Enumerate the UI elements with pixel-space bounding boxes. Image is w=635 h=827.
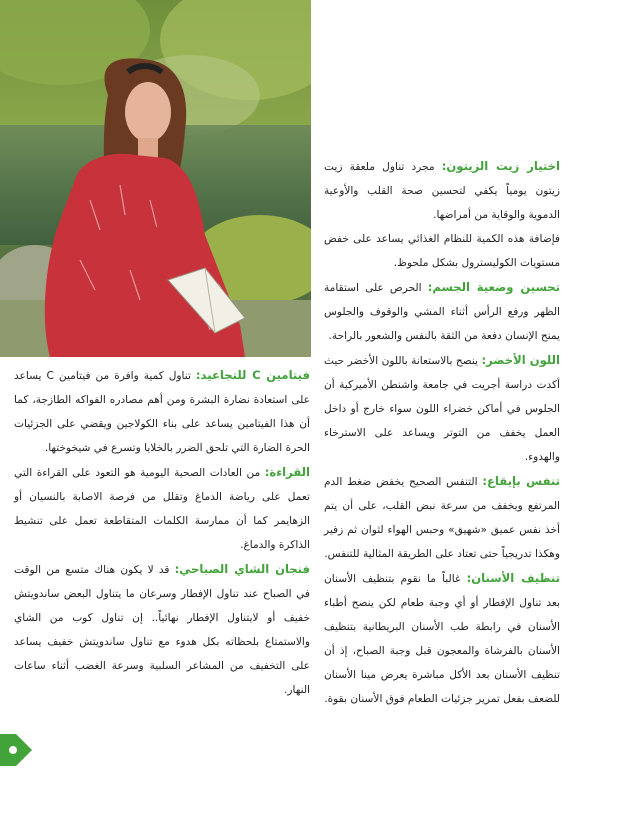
section-green-color xyxy=(324,348,560,469)
section-reading xyxy=(14,460,310,557)
section-heading: اللون الأخضر: xyxy=(481,353,560,367)
section-body: تناول كمية وافرة من فيتامين C يساعد على استعادة نضارة البشرة ومن أهم مصادره الفواكه الطازجة، كما أن هذا الفيتامين يساعد على بناء الكولاجين ويقضي على الجزئيات الحرة الضارة التي تلحق الضرر بالخلايا وتسرع في شيخوختها. xyxy=(14,370,310,454)
section-morning-tea xyxy=(14,557,310,702)
section-body: الحرص على استقامة الظهر ورفع الرأس أثناء المشي والوقوف والجلوس يمنح الإنسان دفعة من الثقة بالنفس والشعور بالراحة. xyxy=(324,282,560,342)
page-marker xyxy=(0,734,32,766)
section-body: قد لا يكون هناك متسع من الوقت في الصباح عند تناول الإفطار وسرعان ما يتناول البعض ساندويتش خفيف أو لايتناول الإفطار نهائياً.. إن تناول كوب من الشاي والاستمتاع بلحظاته بكل هدوء مع تناول ساندويتش خفيف يساعد على التخفيف من المشاعر السلبية وسرعة الغضب أثناء ساعات النهار. xyxy=(14,564,310,696)
section-heading: اختيار زيت الزيتون: xyxy=(441,159,561,173)
section-posture xyxy=(324,275,560,348)
section-heading: فنجان الشاي الصباحي: xyxy=(174,562,310,576)
section-body: غالباً ما نقوم بتنظيف الأسنان بعد تناول الإفطار أو أي وجبة طعام لكن ينصح أطباء الأسنان في رابطة طب الأسنان البريطانية بتنظيف الأسنان بالفرشاة والمعجون قبل وجبة الصباح، إذ أن تنظيف الأسنان بعد الأكل مباشرة يعرض مينا الأسنان للضعف بفعل تمرير جزئيات الطعام فوق الأسنان بقوة. xyxy=(324,573,560,705)
section-heading: فيتامين C للتجاعيد: xyxy=(195,368,310,382)
section-heading: تنفس بإيقاع: xyxy=(482,474,561,488)
section-olive-oil xyxy=(324,154,560,227)
woman-reading-photo xyxy=(0,0,311,357)
section-heading: القراءة: xyxy=(264,465,310,479)
section-heading: تحسين وضعية الجسم: xyxy=(427,280,560,294)
article-photo xyxy=(0,0,311,357)
section-vitamin-c xyxy=(14,363,310,460)
right-column xyxy=(324,154,560,711)
section-breathing xyxy=(324,469,560,566)
page-marker-icon xyxy=(0,734,32,766)
section-body: من العادات الصحية اليومية هو التعود على القراءة التي تعمل على رياضة الدماغ وتقلل من فرصة الاصابة بالنسيان أو الزهايمر كما أن ممارسة الكلمات المتقاطعة تعمل على تنشيط الذاكرة والدماغ. xyxy=(14,467,310,551)
section-body: مجرد تناول ملعقة زيت زيتون يومياً يكفي لتحسين صحة القلب والأوعية الدموية والوقاية من أمراضها. xyxy=(324,161,560,221)
section-body: ينصح بالاستعانة باللون الأخضر حيث أكدت دراسة أجريت في جامعة واشنطن الأميركية أن الجلوس في أماكن خضراء اللون سواء خارج أو داخل العمل يخفف من التوتر ويساعد على الاسترخاء والهدوء. xyxy=(324,355,560,463)
section-olive-oil-extra: فإضافة هذه الكمية للنظام الغذائي يساعد على خفض مستويات الكوليسترول بشكل ملحوظ. xyxy=(324,233,560,269)
left-column xyxy=(14,363,310,702)
section-heading: تنظيف الأسنان: xyxy=(466,571,560,585)
section-teeth xyxy=(324,566,560,711)
section-body: التنفس الصحيح يخفض ضغط الدم المرتفع ويخفف من سرعة نبض القلب، على أن يتم أخذ نفس عميق «شهيق» وحبس الهواء لثوان ثم زفير وهكذا تدريجياً حتى تعتاد على الطريقة المثالية للتنفس. xyxy=(324,476,560,560)
